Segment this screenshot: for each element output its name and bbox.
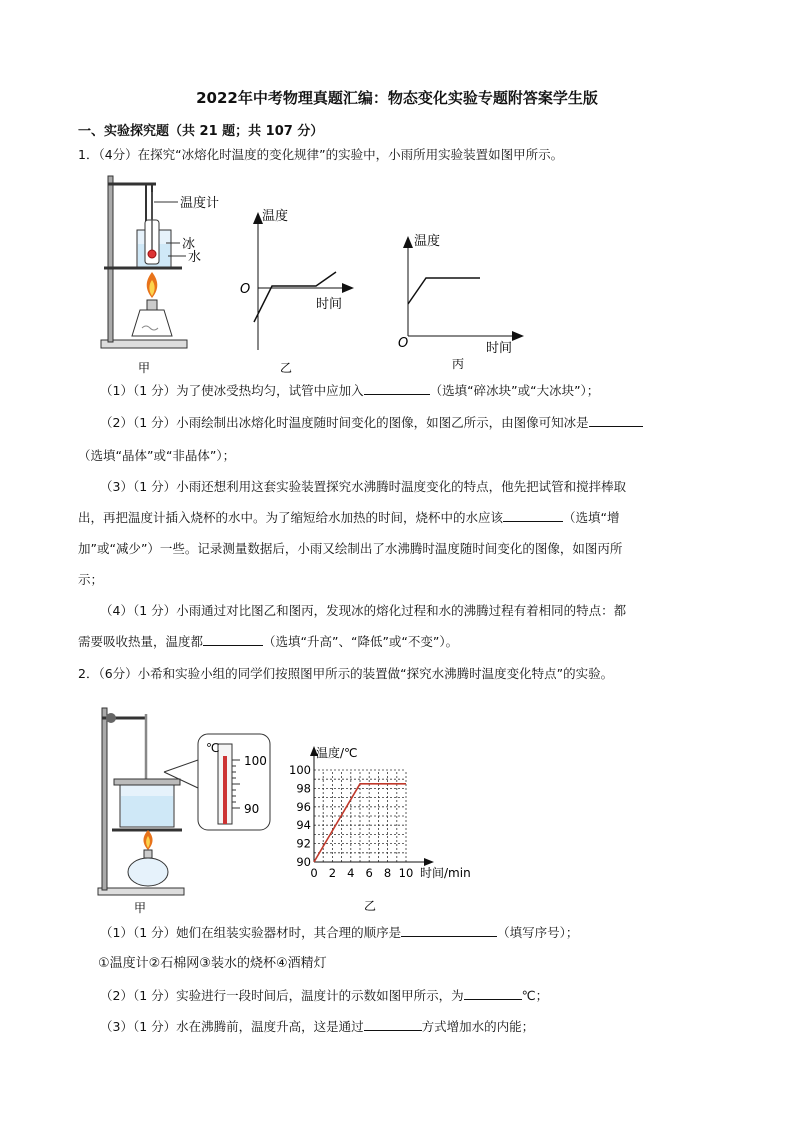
yi-temp-label: 温度 — [262, 209, 289, 224]
boiling-curve — [408, 278, 480, 304]
page-title: 2022年中考物理真题汇编：物态变化实验专题附答案学生版 — [196, 89, 598, 107]
stand-base — [98, 888, 184, 895]
q1-part4-line1: （4）（1 分）小雨通过对比图乙和图丙，发现冰的熔化过程和水的沸腾过程有着相同的特点：都 — [100, 603, 627, 618]
q1-apparatus-figure — [96, 168, 236, 378]
answer-blank[interactable] — [364, 1018, 422, 1031]
answer-blank[interactable] — [364, 382, 430, 395]
q1-graph-bing — [390, 228, 540, 378]
q1-graph-yi — [236, 200, 372, 378]
y-tick-label: 98 — [296, 781, 311, 796]
q1-part1: （1）（1 分）为了使冰受热均匀，试管中应加入 （选填“碎冰块”或“大冰块”）； — [100, 383, 600, 398]
x-axis-arrow — [424, 858, 434, 866]
q1-part3-line4: 示； — [78, 572, 104, 587]
alcohol-lamp — [132, 310, 172, 336]
q1-part3-line2: 出，再把温度计插入烧杯的水中。为了缩短给水加热的时间，烧杯中的水应该 （选填“增 — [78, 510, 620, 525]
bing-origin-label: O — [398, 336, 409, 351]
x-tick-label: 2 — [328, 866, 337, 880]
zoom-90: 90 — [244, 802, 260, 816]
q1-part3-line3: 加”或“减少”）一些。记录测量数据后，小雨又绘制出了水沸腾时温度随时间变化的图像，如图丙所 — [78, 541, 623, 556]
y-tick-label: 94 — [296, 818, 311, 833]
section-heading: 一、实验探究题（共 21 题；共 107 分） — [78, 124, 324, 139]
q2-apparatus-figure — [94, 700, 280, 915]
q2-items: ①温度计②石棉网③装水的烧杯④酒精灯 — [98, 956, 327, 971]
q1-stem: 1．（4分）在探究“冰熔化时温度的变化规律”的实验中，小雨所用实验装置如图甲所示。 — [78, 147, 564, 162]
answer-blank[interactable] — [464, 987, 522, 1000]
thermometer-bulb — [148, 250, 156, 258]
y-tick-label: 92 — [296, 836, 311, 851]
q2-chart — [284, 740, 490, 915]
q2-stem: 2．（6分）小希和实验小组的同学们按照图甲所示的装置做“探究水沸腾时温度变化特点”的实验。 — [78, 666, 614, 681]
q1-part2-cont: （选填“晶体”或“非晶体”）； — [78, 448, 236, 463]
answer-blank[interactable] — [203, 633, 263, 646]
zoom-100: 100 — [244, 754, 267, 768]
stand-rod — [108, 176, 113, 342]
label-ice: 冰 — [182, 237, 196, 252]
x-tick-label: 0 — [310, 866, 318, 880]
series-line — [314, 784, 406, 862]
yi-origin-label: O — [240, 282, 251, 297]
q2-part3: （3）（1 分）水在沸腾前，温度升高，这是通过 方式增加水的内能； — [100, 1019, 535, 1034]
label-jia: 甲 — [138, 361, 151, 375]
label-yi: 乙 — [280, 361, 293, 375]
label-yi: 乙 — [364, 899, 377, 913]
q1-part3-line1: （3）（1 分）小雨还想利用这套实验装置探究水沸腾时温度变化的特点，他先把试管和搅拌棒取 — [100, 479, 627, 494]
q2-part1: （1）（1 分）她们在组装实验器材时，其合理的顺序是 （填写序号）； — [100, 925, 579, 940]
x-tick-label: 8 — [383, 866, 392, 880]
answer-blank[interactable] — [401, 924, 497, 937]
cardboard-lid — [114, 779, 180, 785]
zoom-unit: ℃ — [206, 741, 220, 755]
y-tick-label: 90 — [296, 855, 311, 869]
x-tick-label: 4 — [347, 866, 355, 880]
q1-part2: （2）（1 分）小雨绘制出冰熔化时温度随时间变化的图像，如图乙所示，由图像可知冰是 — [100, 414, 643, 432]
x-tick-label: 6 — [365, 866, 373, 880]
y-axis-label: 温度/℃ — [316, 746, 358, 760]
beaker-water — [121, 796, 173, 826]
q1-part4-line2: 需要吸收热量，温度都 （选填“升高”、“降低”或“不变”）。 — [78, 634, 459, 649]
bing-temp-label: 温度 — [414, 234, 441, 249]
label-jia: 甲 — [134, 901, 147, 915]
label-water: 水 — [188, 250, 202, 265]
x-axis-label: 时间/min — [420, 866, 471, 880]
answer-blank[interactable] — [589, 414, 643, 427]
stand-base — [101, 340, 187, 348]
q2-part2: （2）（1 分）实验进行一段时间后，温度计的示数如图甲所示，为 ℃； — [100, 988, 549, 1003]
label-thermometer: 温度计 — [180, 196, 220, 211]
stand-rod — [102, 708, 107, 890]
bing-time-label: 时间 — [486, 341, 513, 356]
y-tick-label: 100 — [289, 763, 311, 777]
answer-blank[interactable] — [503, 509, 563, 522]
label-bing: 丙 — [452, 357, 465, 371]
thermometer-column — [223, 756, 227, 824]
yi-time-label: 时间 — [316, 297, 343, 312]
x-tick-label: 10 — [398, 866, 414, 880]
y-tick-label: 96 — [296, 799, 311, 814]
alcohol-lamp — [128, 858, 168, 886]
